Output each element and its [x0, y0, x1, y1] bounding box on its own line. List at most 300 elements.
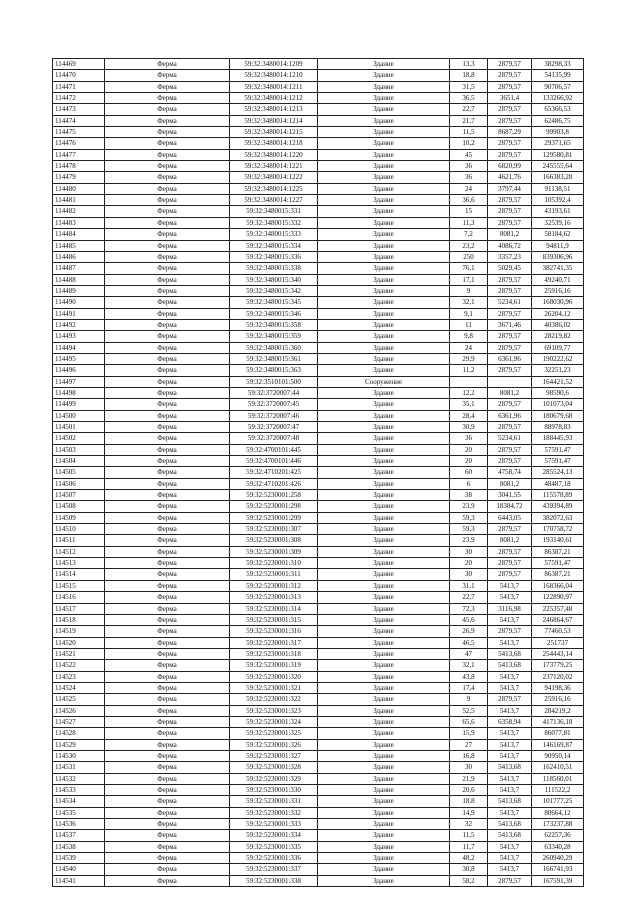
table-row [53, 501, 584, 512]
table-row [53, 104, 584, 115]
table-row [53, 558, 584, 569]
cadastral-number: 59:32:5230001:317 [230, 637, 318, 648]
object-type: Здание [318, 490, 450, 501]
table-row [53, 251, 584, 262]
object-type: Здание [318, 206, 450, 217]
cadastral-number: 59:32:3720007:44 [230, 387, 318, 398]
value-sum: 254443,14 [532, 648, 584, 659]
area-value: 20 [450, 456, 488, 467]
cadastral-number: 59:32:3720007:46 [230, 410, 318, 421]
rate-value: 2879,57 [488, 456, 532, 467]
table-row [53, 433, 584, 444]
object-name: Ферма [105, 104, 230, 115]
object-name: Ферма [105, 546, 230, 557]
rate-value: 2879,57 [488, 59, 532, 70]
object-type: Здание [318, 433, 450, 444]
table-row [53, 217, 584, 228]
object-name: Ферма [105, 785, 230, 796]
value-sum: 77460,53 [532, 626, 584, 637]
area-value: 58,2 [450, 875, 488, 886]
object-name: Ферма [105, 115, 230, 126]
table-row [53, 138, 584, 149]
cadastral-number: 59:32:5230001:335 [230, 841, 318, 852]
area-value: 60 [450, 467, 488, 478]
cadastral-number: 59:32:3480014:1227 [230, 195, 318, 206]
area-value: 13,3 [450, 59, 488, 70]
cadastral-number: 59:32:3480014:1222 [230, 172, 318, 183]
value-sum: 111522,2 [532, 785, 584, 796]
row-number: 114520 [53, 637, 105, 648]
object-name: Ферма [105, 319, 230, 330]
row-number: 114522 [53, 660, 105, 671]
object-name: Ферма [105, 195, 230, 206]
area-value: 45 [450, 149, 488, 160]
rate-value: 5413,7 [488, 853, 532, 864]
row-number: 114486 [53, 251, 105, 262]
value-sum: 382741,35 [532, 263, 584, 274]
area-value: 23,9 [450, 535, 488, 546]
object-type: Здание [318, 240, 450, 251]
cadastral-number: 59:32:5230001:322 [230, 694, 318, 705]
table-row [53, 365, 584, 376]
cadastral-number: 59:32:3480015:346 [230, 308, 318, 319]
row-number: 114533 [53, 785, 105, 796]
table-row [53, 524, 584, 535]
area-value: 11,5 [450, 830, 488, 841]
value-sum: 80664,12 [532, 807, 584, 818]
rate-value: 2879,57 [488, 524, 532, 535]
row-number: 114475 [53, 127, 105, 138]
table-row [53, 308, 584, 319]
row-number: 114517 [53, 603, 105, 614]
object-name: Ферма [105, 705, 230, 716]
table-row [53, 444, 584, 455]
row-number: 114485 [53, 240, 105, 251]
value-sum: 69109,77 [532, 342, 584, 353]
rate-value: 18384,72 [488, 501, 532, 512]
object-type: Здание [318, 512, 450, 523]
table-row [53, 410, 584, 421]
object-name: Ферма [105, 59, 230, 70]
area-value: 36,5 [450, 93, 488, 104]
value-sum: 284219,2 [532, 705, 584, 716]
rate-value: 5413,7 [488, 580, 532, 591]
rate-value: 5413,7 [488, 614, 532, 625]
rate-value: 5413,7 [488, 864, 532, 875]
object-name: Ферма [105, 467, 230, 478]
area-value: 26,9 [450, 626, 488, 637]
object-name: Ферма [105, 580, 230, 591]
table-row [53, 750, 584, 761]
row-number: 114530 [53, 750, 105, 761]
area-value: 21,7 [450, 115, 488, 126]
row-number: 114498 [53, 387, 105, 398]
table-row [53, 240, 584, 251]
object-name: Ферма [105, 830, 230, 841]
rate-value: 2879,57 [488, 104, 532, 115]
object-name: Ферма [105, 376, 230, 387]
area-value: 72,3 [450, 603, 488, 614]
cadastral-number: 59:32:5230001:298 [230, 501, 318, 512]
value-sum: 188445,93 [532, 433, 584, 444]
table-row [53, 195, 584, 206]
area-value: 29,9 [450, 353, 488, 364]
rate-value: 3041,55 [488, 490, 532, 501]
object-type: Здание [318, 70, 450, 81]
object-name: Ферма [105, 569, 230, 580]
area-value: 20,6 [450, 785, 488, 796]
object-type: Здание [318, 853, 450, 864]
value-sum: 382072,63 [532, 512, 584, 523]
rate-value: 5413,7 [488, 750, 532, 761]
area-value: 47 [450, 648, 488, 659]
area-value: 250 [450, 251, 488, 262]
area-value: 14,9 [450, 807, 488, 818]
object-name: Ферма [105, 524, 230, 535]
value-sum: 129580,81 [532, 149, 584, 160]
area-value: 52,5 [450, 705, 488, 716]
table-row [53, 297, 584, 308]
object-type: Здание [318, 705, 450, 716]
rate-value: 2879,57 [488, 626, 532, 637]
table-row [53, 864, 584, 875]
object-name: Ферма [105, 853, 230, 864]
cadastral-number: 59:32:5230001:334 [230, 830, 318, 841]
row-number: 114523 [53, 671, 105, 682]
row-number: 114494 [53, 342, 105, 353]
object-name: Ферма [105, 433, 230, 444]
object-type: Здание [318, 614, 450, 625]
rate-value: 3116,98 [488, 603, 532, 614]
table-row [53, 274, 584, 285]
row-number: 114492 [53, 319, 105, 330]
object-type: Здание [318, 127, 450, 138]
object-type: Здание [318, 785, 450, 796]
object-type: Здание [318, 217, 450, 228]
area-value: 31,1 [450, 580, 488, 591]
rate-value: 2879,57 [488, 694, 532, 705]
object-type: Здание [318, 819, 450, 830]
object-type: Здание [318, 456, 450, 467]
row-number: 114524 [53, 682, 105, 693]
object-type: Здание [318, 399, 450, 410]
value-sum: 86077,81 [532, 728, 584, 739]
cadastral-number: 59:32:5230001:313 [230, 592, 318, 603]
area-value: 30 [450, 762, 488, 773]
object-name: Ферма [105, 558, 230, 569]
table-row [53, 694, 584, 705]
object-type: Здание [318, 251, 450, 262]
table-row [53, 319, 584, 330]
table-row [53, 285, 584, 296]
object-type: Здание [318, 149, 450, 160]
row-number: 114487 [53, 263, 105, 274]
area-value: 35,1 [450, 399, 488, 410]
object-name: Ферма [105, 478, 230, 489]
row-number: 114535 [53, 807, 105, 818]
row-number: 114511 [53, 535, 105, 546]
rate-value: 8687,29 [488, 127, 532, 138]
table-row [53, 853, 584, 864]
cadastral-number: 59:32:5230001:336 [230, 853, 318, 864]
value-sum: 65366,53 [532, 104, 584, 115]
object-type: Сооружение [318, 376, 450, 387]
object-type: Здание [318, 716, 450, 727]
object-name: Ферма [105, 728, 230, 739]
row-number: 114499 [53, 399, 105, 410]
value-sum: 26204,12 [532, 308, 584, 319]
rate-value: 2879,57 [488, 422, 532, 433]
table-row [53, 467, 584, 478]
object-type: Здание [318, 637, 450, 648]
cadastral-number: 59:32:5230001:258 [230, 490, 318, 501]
object-type: Здание [318, 682, 450, 693]
cadastral-number: 59:32:5230001:320 [230, 671, 318, 682]
object-name: Ферма [105, 626, 230, 637]
rate-value: 2879,57 [488, 115, 532, 126]
area-value: 32 [450, 819, 488, 830]
object-type: Здание [318, 353, 450, 364]
rate-value: 2879,57 [488, 342, 532, 353]
object-type: Здание [318, 864, 450, 875]
rate-value: 5413,7 [488, 728, 532, 739]
cadastral-number: 59:32:5230001:315 [230, 614, 318, 625]
cadastral-number: 59:32:3480014:1215 [230, 127, 318, 138]
cadastral-number: 59:32:4710201:426 [230, 478, 318, 489]
value-sum: 162410,51 [532, 762, 584, 773]
rate-value: 5413,7 [488, 705, 532, 716]
cadastral-number: 59:32:3480015:332 [230, 217, 318, 228]
rate-value: 2879,57 [488, 217, 532, 228]
object-type: Здание [318, 308, 450, 319]
row-number: 114473 [53, 104, 105, 115]
object-type: Здание [318, 274, 450, 285]
value-sum: 122890,97 [532, 592, 584, 603]
value-sum: 48487,18 [532, 478, 584, 489]
value-sum: 57591,47 [532, 456, 584, 467]
rate-value: 5234,61 [488, 297, 532, 308]
rate-value: 5029,45 [488, 263, 532, 274]
cadastral-number: 59:32:5230001:308 [230, 535, 318, 546]
cadastral-number: 59:32:3480015:345 [230, 297, 318, 308]
object-type: Здание [318, 592, 450, 603]
value-sum: 94811,9 [532, 240, 584, 251]
table-row [53, 682, 584, 693]
row-number: 114507 [53, 490, 105, 501]
object-type: Здание [318, 342, 450, 353]
value-sum: 38298,33 [532, 59, 584, 70]
cadastral-number: 59:32:5230001:326 [230, 739, 318, 750]
row-number: 114510 [53, 524, 105, 535]
rate-value: 2879,57 [488, 875, 532, 886]
value-sum: 94198,36 [532, 682, 584, 693]
area-value: 20 [450, 444, 488, 455]
cadastral-number: 59:32:5230001:309 [230, 546, 318, 557]
table-row [53, 614, 584, 625]
value-sum: 190222,62 [532, 353, 584, 364]
value-sum: 25916,16 [532, 285, 584, 296]
value-sum: 439394,89 [532, 501, 584, 512]
value-sum: 62257,36 [532, 830, 584, 841]
object-name: Ферма [105, 331, 230, 342]
object-type: Здание [318, 93, 450, 104]
value-sum: 25916,16 [532, 694, 584, 705]
cadastral-number: 59:32:3480014:1214 [230, 115, 318, 126]
object-type: Здание [318, 115, 450, 126]
rate-value: 5413,68 [488, 796, 532, 807]
object-name: Ферма [105, 773, 230, 784]
cadastral-number: 59:32:5230001:333 [230, 819, 318, 830]
cadastral-number: 59:32:5230001:331 [230, 796, 318, 807]
cadastral-number: 59:32:5230001:312 [230, 580, 318, 591]
row-number: 114491 [53, 308, 105, 319]
rate-value: 2879,57 [488, 195, 532, 206]
value-sum: 166383,28 [532, 172, 584, 183]
object-type: Здание [318, 773, 450, 784]
rate-value: 3671,46 [488, 319, 532, 330]
area-value: 17,1 [450, 274, 488, 285]
object-type: Здание [318, 569, 450, 580]
rate-value: 2879,57 [488, 81, 532, 92]
value-sum: 237120,02 [532, 671, 584, 682]
rate-value: 2879,57 [488, 274, 532, 285]
property-table [52, 58, 584, 887]
object-name: Ферма [105, 512, 230, 523]
row-number: 114505 [53, 467, 105, 478]
area-value: 11 [450, 319, 488, 330]
table-row [53, 70, 584, 81]
row-number: 114493 [53, 331, 105, 342]
cadastral-number: 59:32:3480014:1210 [230, 70, 318, 81]
row-number: 114513 [53, 558, 105, 569]
value-sum: 133266,92 [532, 93, 584, 104]
cadastral-number: 59:32:3480015:338 [230, 263, 318, 274]
rate-value: 8081,2 [488, 478, 532, 489]
table-row [53, 716, 584, 727]
object-type: Здание [318, 841, 450, 852]
object-name: Ферма [105, 240, 230, 251]
table-row [53, 569, 584, 580]
object-type: Здание [318, 467, 450, 478]
value-sum: 146169,87 [532, 739, 584, 750]
row-number: 114490 [53, 297, 105, 308]
object-name: Ферма [105, 739, 230, 750]
object-name: Ферма [105, 285, 230, 296]
object-type: Здание [318, 501, 450, 512]
object-name: Ферма [105, 229, 230, 240]
table-row [53, 773, 584, 784]
table-row [53, 796, 584, 807]
object-name: Ферма [105, 93, 230, 104]
table-row [53, 387, 584, 398]
object-name: Ферма [105, 172, 230, 183]
area-value: 18,8 [450, 796, 488, 807]
object-name: Ферма [105, 308, 230, 319]
value-sum: 86387,21 [532, 546, 584, 557]
object-name: Ферма [105, 410, 230, 421]
object-type: Здание [318, 319, 450, 330]
area-value: 11,2 [450, 365, 488, 376]
value-sum: 62486,75 [532, 115, 584, 126]
cadastral-number: 59:32:3480015:334 [230, 240, 318, 251]
cadastral-number: 59:32:4700101:445 [230, 444, 318, 455]
value-sum: 32251,23 [532, 365, 584, 376]
row-number: 114469 [53, 59, 105, 70]
table-row [53, 603, 584, 614]
cadastral-number: 59:32:5230001:299 [230, 512, 318, 523]
value-sum: 839306,96 [532, 251, 584, 262]
area-value: 27 [450, 739, 488, 750]
value-sum: 173237,88 [532, 819, 584, 830]
table-row [53, 535, 584, 546]
rate-value: 3651,4 [488, 93, 532, 104]
rate-value: 5413,7 [488, 807, 532, 818]
object-name: Ферма [105, 81, 230, 92]
value-sum: 49240,71 [532, 274, 584, 285]
area-value: 9 [450, 285, 488, 296]
area-value: 15 [450, 206, 488, 217]
area-value: 9,8 [450, 331, 488, 342]
row-number: 114518 [53, 614, 105, 625]
cadastral-number: 59:32:3480014:1221 [230, 161, 318, 172]
cadastral-number: 59:32:5230001:325 [230, 728, 318, 739]
cadastral-number: 59:32:5230001:314 [230, 603, 318, 614]
rate-value: 5413,7 [488, 739, 532, 750]
cadastral-number: 59:32:5230001:319 [230, 660, 318, 671]
area-value: 36 [450, 433, 488, 444]
table-row [53, 580, 584, 591]
object-type: Здание [318, 694, 450, 705]
table-row [53, 762, 584, 773]
object-name: Ферма [105, 422, 230, 433]
row-number: 114526 [53, 705, 105, 716]
rate-value: 5413,7 [488, 682, 532, 693]
value-sum: 168030,96 [532, 297, 584, 308]
rate-value: 8081,2 [488, 535, 532, 546]
row-number: 114521 [53, 648, 105, 659]
cadastral-number: 59:32:3480015:363 [230, 365, 318, 376]
row-number: 114482 [53, 206, 105, 217]
rate-value: 5413,7 [488, 592, 532, 603]
table-row [53, 830, 584, 841]
row-number: 114479 [53, 172, 105, 183]
value-sum: 90706,57 [532, 81, 584, 92]
area-value: 22,7 [450, 592, 488, 603]
value-sum: 63340,28 [532, 841, 584, 852]
rate-value: 5413,68 [488, 830, 532, 841]
value-sum: 40386,02 [532, 319, 584, 330]
value-sum: 166741,93 [532, 864, 584, 875]
object-type: Здание [318, 524, 450, 535]
rate-value: 5413,68 [488, 819, 532, 830]
area-value: 15,9 [450, 728, 488, 739]
object-name: Ферма [105, 864, 230, 875]
area-value: 11,5 [450, 127, 488, 138]
row-number: 114481 [53, 195, 105, 206]
value-sum: 260940,29 [532, 853, 584, 864]
object-name: Ферма [105, 762, 230, 773]
object-type: Здание [318, 546, 450, 557]
area-value: 20 [450, 558, 488, 569]
object-name: Ферма [105, 183, 230, 194]
table-row [53, 93, 584, 104]
value-sum: 90950,14 [532, 750, 584, 761]
cadastral-number: 59:32:5230001:337 [230, 864, 318, 875]
area-value: 65,6 [450, 716, 488, 727]
area-value: 36,6 [450, 195, 488, 206]
object-name: Ферма [105, 614, 230, 625]
object-type: Здание [318, 739, 450, 750]
